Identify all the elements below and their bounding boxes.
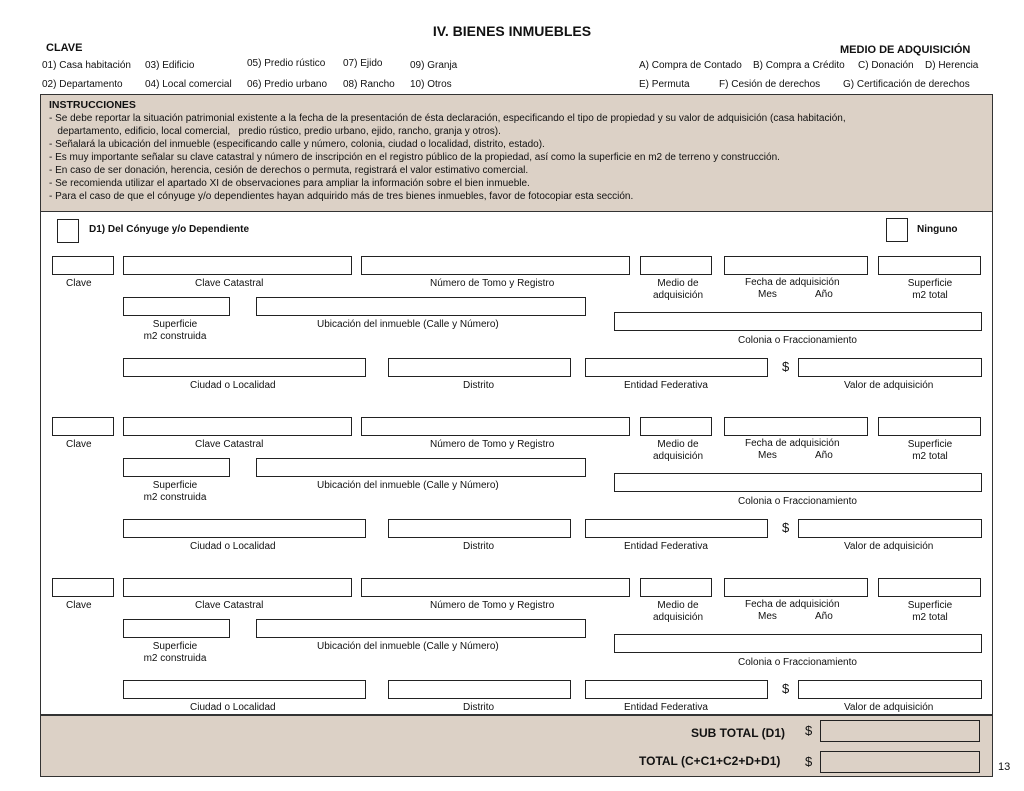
subtotal-field[interactable] xyxy=(820,720,980,742)
valor-dollar: $ xyxy=(782,520,790,535)
clave-code: 01) Casa habitación xyxy=(42,60,131,71)
ciudad-label: Ciudad o Localidad xyxy=(190,541,276,552)
fecha-adquisicion-field[interactable] xyxy=(724,417,868,436)
colonia-label: Colonia o Fraccionamiento xyxy=(738,496,857,507)
superficie-total-label: m2 total xyxy=(912,451,948,462)
instruction-line: - Se debe reportar la situación patrimonial existente a la fecha de la presentación de ésta declaración, especificando el tipo de propiedad y su valor de adquisición (casa habitación, xyxy=(49,113,846,124)
valor-dollar: $ xyxy=(782,359,790,374)
medio-code: C) Donación xyxy=(858,60,914,71)
entidad-label: Entidad Federativa xyxy=(624,380,708,391)
entidad-field[interactable] xyxy=(585,519,768,538)
clave-code: 04) Local comercial xyxy=(145,79,232,90)
instruction-line: - Se recomienda utilizar el apartado XI de observaciones para ampliar la información sobre el bien inmueble. xyxy=(49,178,530,189)
superficie-total-label: Superficie xyxy=(907,278,953,289)
fecha-label: Fecha de adquisición xyxy=(745,438,840,449)
anio-label: Año xyxy=(815,450,833,461)
instructions-panel xyxy=(40,94,993,212)
superficie-construida-label: Superficie xyxy=(152,319,198,330)
clave-code: 07) Ejido xyxy=(343,58,383,69)
fecha-adquisicion-field[interactable] xyxy=(724,578,868,597)
page-title: IV. BIENES INMUEBLES xyxy=(432,23,592,39)
valor-dollar: $ xyxy=(782,681,790,696)
distrito-label: Distrito xyxy=(463,380,495,391)
clave-field[interactable] xyxy=(52,578,114,597)
numero-tomo-field[interactable] xyxy=(361,417,630,436)
clave-code: 02) Departamento xyxy=(42,79,123,90)
medio-code: E) Permuta xyxy=(639,79,690,90)
clave-heading: CLAVE xyxy=(46,42,83,54)
ubicacion-field[interactable] xyxy=(256,297,586,316)
mes-label: Mes xyxy=(758,611,777,622)
subtotal-dollar: $ xyxy=(805,723,813,738)
superficie-construida-label: Superficie xyxy=(152,480,198,491)
superficie-construida-label: Superficie xyxy=(152,641,198,652)
distrito-field[interactable] xyxy=(388,358,571,377)
colonia-field[interactable] xyxy=(614,312,982,331)
ubicacion-field[interactable] xyxy=(256,619,586,638)
clave-label: Clave xyxy=(66,278,92,289)
fecha-label: Fecha de adquisición xyxy=(745,277,840,288)
instruction-line: departamento, edificio, local comercial, predio rústico, predio urbano, ejido, rancho, granja y otros). xyxy=(49,126,501,137)
valor-adquisicion-field[interactable] xyxy=(798,519,982,538)
distrito-field[interactable] xyxy=(388,680,571,699)
distrito-label: Distrito xyxy=(463,702,495,713)
ubicacion-label: Ubicación del inmueble (Calle y Número) xyxy=(317,641,499,652)
clave-label: Clave xyxy=(66,439,92,450)
medio-adquisicion-field[interactable] xyxy=(640,417,712,436)
ubicacion-label: Ubicación del inmueble (Calle y Número) xyxy=(317,480,499,491)
entidad-field[interactable] xyxy=(585,358,768,377)
instruction-line: - Es muy importante señalar su clave catastral y número de inscripción en el registro público de la propiedad, así como la superficie en m2 de terreno y construcción. xyxy=(49,152,780,163)
superficie-total-label: Superficie xyxy=(907,600,953,611)
medio-label: Medio de xyxy=(657,278,699,289)
entidad-label: Entidad Federativa xyxy=(624,702,708,713)
numero-tomo-field[interactable] xyxy=(361,256,630,275)
instruction-line: - En caso de ser donación, herencia, cesión de derechos o permuta, registrará el valor estimativo comercial. xyxy=(49,165,529,176)
clave-field[interactable] xyxy=(52,256,114,275)
valor-label: Valor de adquisición xyxy=(844,702,934,713)
anio-label: Año xyxy=(815,611,833,622)
total-label: TOTAL (C+C1+C2+D+D1) xyxy=(639,754,781,768)
medio-code: A) Compra de Contado xyxy=(639,60,742,71)
clave-code: 03) Edificio xyxy=(145,60,195,71)
medio-code: D) Herencia xyxy=(925,60,979,71)
distrito-field[interactable] xyxy=(388,519,571,538)
clave-code: 08) Rancho xyxy=(343,79,395,90)
ciudad-field[interactable] xyxy=(123,519,366,538)
superficie-construida-field[interactable] xyxy=(123,619,230,638)
instruction-line: - Señalará la ubicación del inmueble (especificando calle y número, colonia, ciudad o localidad, distrito, estado). xyxy=(49,139,545,150)
superficie-construida-label: m2 construida xyxy=(143,331,207,342)
ciudad-label: Ciudad o Localidad xyxy=(190,702,276,713)
medio-code: F) Cesión de derechos xyxy=(719,79,821,90)
superficie-construida-label: m2 construida xyxy=(143,653,207,664)
superficie-construida-field[interactable] xyxy=(123,458,230,477)
ciudad-field[interactable] xyxy=(123,680,366,699)
clave-label: Clave xyxy=(66,600,92,611)
ubicacion-field[interactable] xyxy=(256,458,586,477)
superficie-total-field[interactable] xyxy=(878,256,981,275)
superficie-total-field[interactable] xyxy=(878,578,981,597)
superficie-total-field[interactable] xyxy=(878,417,981,436)
medio-code: B) Compra a Crédito xyxy=(753,60,845,71)
superficie-construida-field[interactable] xyxy=(123,297,230,316)
colonia-field[interactable] xyxy=(614,473,982,492)
entidad-field[interactable] xyxy=(585,680,768,699)
entidad-label: Entidad Federativa xyxy=(624,541,708,552)
medio-label: adquisición xyxy=(652,290,704,301)
clave-catastral-field[interactable] xyxy=(123,256,352,275)
valor-adquisicion-field[interactable] xyxy=(798,358,982,377)
colonia-label: Colonia o Fraccionamiento xyxy=(738,657,857,668)
page-number: 13 xyxy=(998,761,1011,773)
fecha-adquisicion-field[interactable] xyxy=(724,256,868,275)
anio-label: Año xyxy=(815,289,833,300)
valor-label: Valor de adquisición xyxy=(844,541,934,552)
medio-adquisicion-field[interactable] xyxy=(640,578,712,597)
clave-code: 06) Predio urbano xyxy=(247,79,328,90)
mes-label: Mes xyxy=(758,289,777,300)
totals-panel xyxy=(40,715,993,777)
instructions-heading: INSTRUCCIONES xyxy=(49,99,136,111)
distrito-label: Distrito xyxy=(463,541,495,552)
numero-tomo-label: Número de Tomo y Registro xyxy=(430,600,555,611)
subtotal-label: SUB TOTAL (D1) xyxy=(691,726,786,740)
numero-tomo-label: Número de Tomo y Registro xyxy=(430,278,555,289)
clave-code: 10) Otros xyxy=(410,79,452,90)
medio-label: Medio de xyxy=(657,439,699,450)
clave-code: 05) Predio rústico xyxy=(247,58,326,69)
medio-heading: MEDIO DE ADQUISICIÓN xyxy=(840,44,971,56)
ciudad-field[interactable] xyxy=(123,358,366,377)
section-label: D1) Del Cónyuge y/o Dependiente xyxy=(89,224,250,235)
superficie-total-label: m2 total xyxy=(912,290,948,301)
instruction-line: - Para el caso de que el cónyuge y/o dependientes hayan adquirido más de tres bienes inmuebles, favor de fotocopiar esta sección. xyxy=(49,191,634,202)
valor-label: Valor de adquisición xyxy=(844,380,934,391)
colonia-field[interactable] xyxy=(614,634,982,653)
medio-label: Medio de xyxy=(657,600,699,611)
numero-tomo-field[interactable] xyxy=(361,578,630,597)
conyuge-checkbox[interactable] xyxy=(57,219,79,243)
ciudad-label: Ciudad o Localidad xyxy=(190,380,276,391)
valor-adquisicion-field[interactable] xyxy=(798,680,982,699)
fecha-label: Fecha de adquisición xyxy=(745,599,840,610)
clave-catastral-label: Clave Catastral xyxy=(195,600,264,611)
total-dollar: $ xyxy=(805,754,813,769)
mes-label: Mes xyxy=(758,450,777,461)
clave-code: 09) Granja xyxy=(410,60,458,71)
clave-catastral-label: Clave Catastral xyxy=(195,278,264,289)
clave-catastral-field[interactable] xyxy=(123,417,352,436)
total-field[interactable] xyxy=(820,751,980,773)
superficie-total-label: m2 total xyxy=(912,612,948,623)
superficie-construida-label: m2 construida xyxy=(143,492,207,503)
medio-label: adquisición xyxy=(652,612,704,623)
ninguno-checkbox[interactable] xyxy=(886,218,908,242)
colonia-label: Colonia o Fraccionamiento xyxy=(738,335,857,346)
clave-catastral-label: Clave Catastral xyxy=(195,439,264,450)
medio-code: G) Certificación de derechos xyxy=(843,79,970,90)
ubicacion-label: Ubicación del inmueble (Calle y Número) xyxy=(317,319,499,330)
medio-adquisicion-field[interactable] xyxy=(640,256,712,275)
numero-tomo-label: Número de Tomo y Registro xyxy=(430,439,555,450)
clave-catastral-field[interactable] xyxy=(123,578,352,597)
clave-field[interactable] xyxy=(52,417,114,436)
superficie-total-label: Superficie xyxy=(907,439,953,450)
medio-label: adquisición xyxy=(652,451,704,462)
ninguno-label: Ninguno xyxy=(917,224,958,235)
